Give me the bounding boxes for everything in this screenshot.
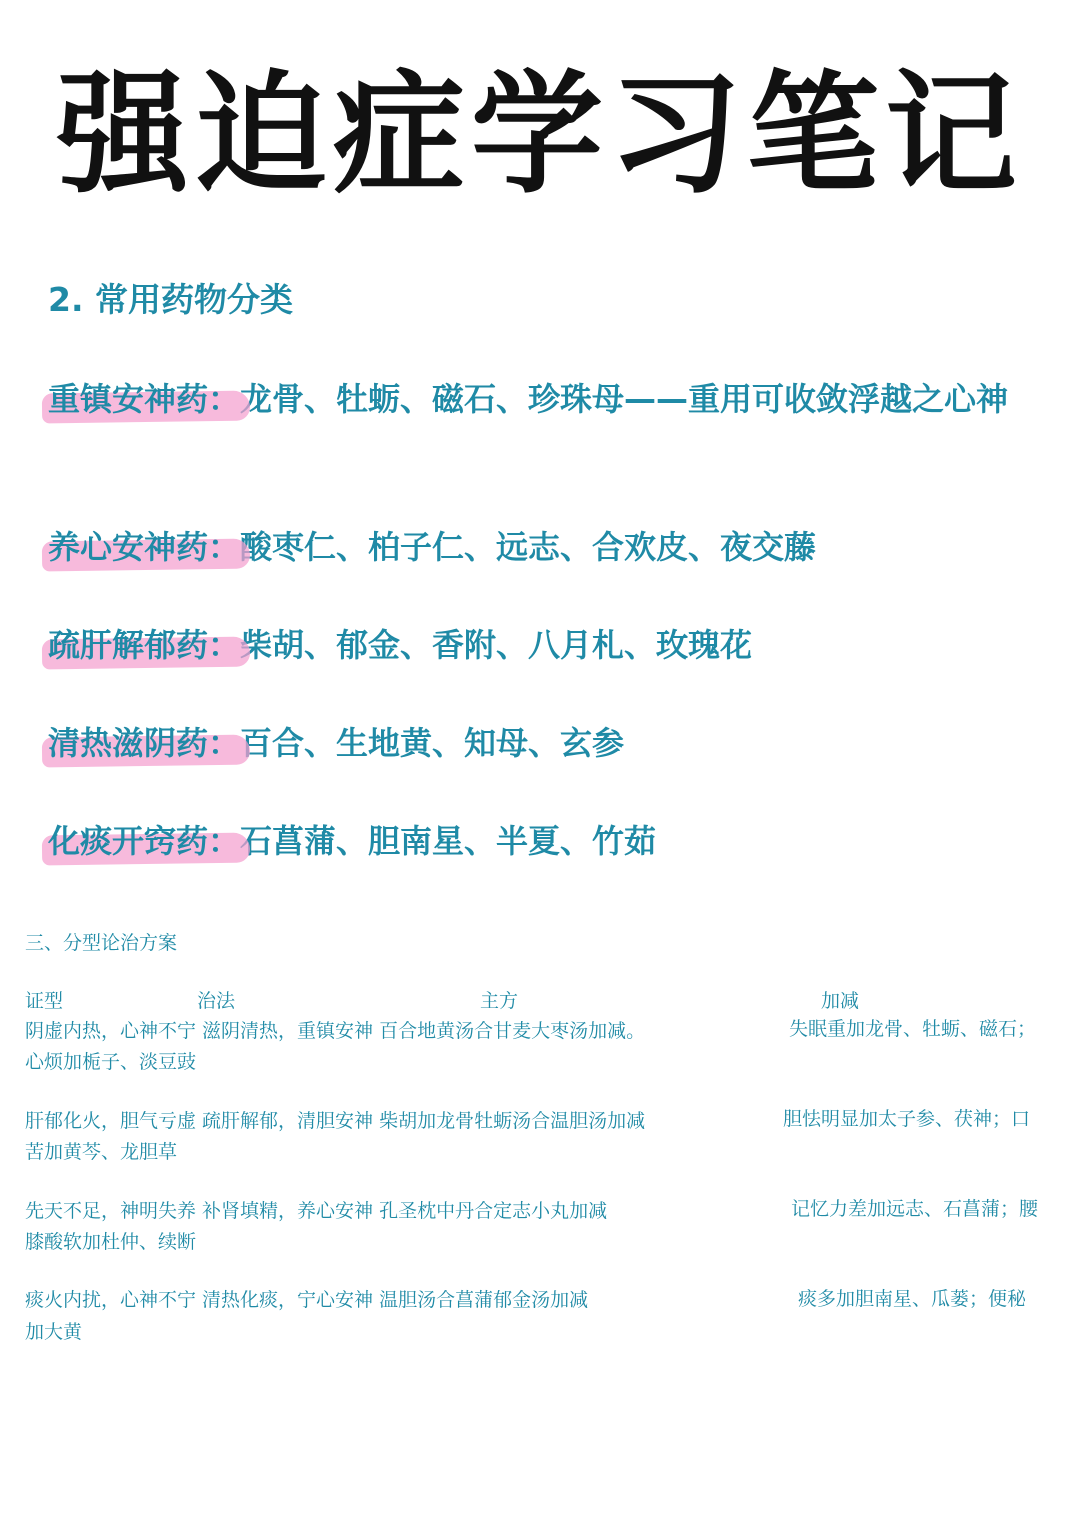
table-row-4-addition: 痰多加胆南星、瓜蒌；便秘 [798,1288,1027,1310]
table-row-4-continued: 加大黄 [25,1321,83,1343]
table-row-3-continued: 膝酸软加杜仲、续断 [25,1231,197,1253]
table-row-4-main: 痰火内扰，心神不宁 清热化痰，宁心安神 温胆汤合菖蒲郁金汤加减 [25,1289,589,1311]
table-row-2-main: 肝郁化火，胆气亏虚 疏肝解郁，清胆安神 柴胡加龙骨牡蛎汤合温胆汤加减 [25,1110,646,1132]
table-row-1-continued: 心烦加栀子、淡豆豉 [25,1051,197,1073]
medicine-category-phlegm-resolving [48,817,1058,865]
table-row-1-addition: 失眠重加龙骨、牡蛎、磁石； [789,1018,1037,1040]
medicine-category-heavy-sedative [48,375,1058,423]
table-row-3-main: 先天不足，神明失养 补肾填精，养心安神 孔圣枕中丹合定志小丸加减 [25,1200,608,1222]
medicine-category-heart-nourishing [48,523,1058,571]
category-label-highlight: 清热滋阴药： [48,724,241,762]
column-header-method: 治法 [197,990,236,1012]
table-row-3-addition: 记忆力差加远志、石菖蒲；腰 [791,1198,1039,1220]
column-header-formula: 主方 [480,990,519,1012]
category-label-highlight: 养心安神药： [48,528,241,566]
page-title: 强迫症学习笔记 [57,58,1023,212]
medicine-section-heading: 2. 常用药物分类 [48,280,293,319]
medicine-category-liver-soothing [48,621,1058,669]
column-header-syndrome: 证型 [25,990,64,1012]
category-items: 酸枣仁、柏子仁、远志、合欢皮、夜交藤 [240,528,817,566]
category-label-highlight: 重镇安神药： [48,380,241,418]
category-items: 柴胡、郁金、香附、八月札、玫瑰花 [240,626,753,664]
treatment-section-heading: 三、分型论治方案 [25,932,178,954]
column-header-modification: 加减 [821,990,860,1012]
table-row-2-addition: 胆怯明显加太子参、茯神；口 [783,1108,1031,1130]
table-row-2-continued: 苦加黄芩、龙胆草 [25,1141,178,1163]
medicine-category-heat-clearing [48,719,1058,767]
category-items: 石菖蒲、胆南星、半夏、竹茹 [240,822,657,860]
category-items: 百合、生地黄、知母、玄参 [240,724,625,762]
table-row-1-main: 阴虚内热，心神不宁 滋阴清热，重镇安神 百合地黄汤合甘麦大枣汤加减。 [25,1020,646,1042]
category-items: 龙骨、牡蛎、磁石、珍珠母——重用可收敛浮越之心神 [240,380,1009,418]
category-label-highlight: 疏肝解郁药： [48,626,241,664]
category-label-highlight: 化痰开窍药： [48,822,241,860]
